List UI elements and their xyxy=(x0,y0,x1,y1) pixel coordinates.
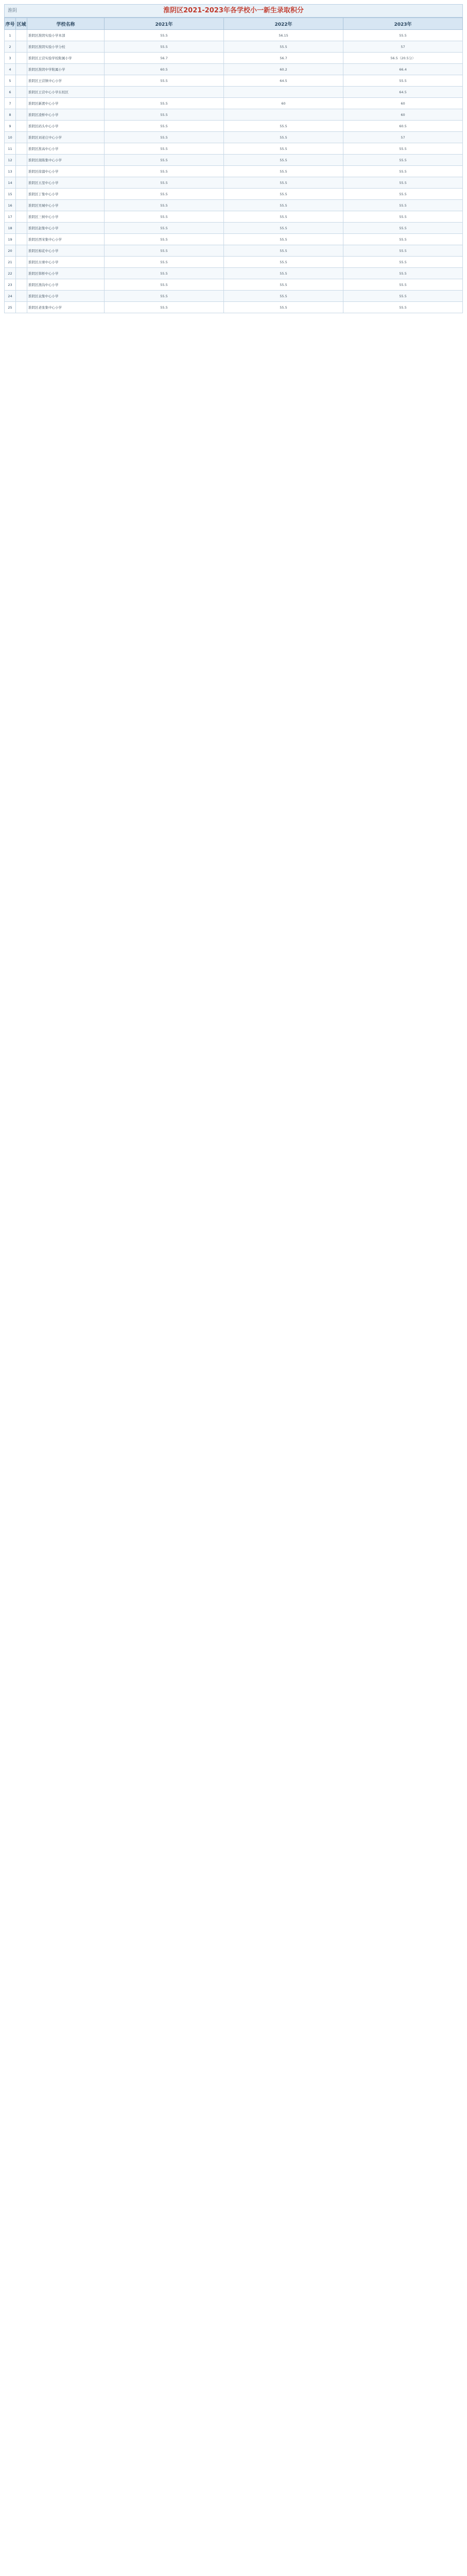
cell-area xyxy=(16,279,27,291)
cell-2023: 55.5 xyxy=(343,211,463,223)
cell-school: 淮阴区淮阴中学附属小学 xyxy=(27,64,105,75)
cell-2022: 60 xyxy=(224,98,343,109)
cell-area xyxy=(16,53,27,64)
cell-2023: 55.5 xyxy=(343,223,463,234)
cell-2021: 55.5 xyxy=(105,291,224,302)
table-row xyxy=(5,143,463,155)
cell-index: 12 xyxy=(5,155,16,166)
table-row xyxy=(5,53,463,64)
cell-school: 淮阴区徐溜中心小学 xyxy=(27,166,105,177)
cell-school: 淮阴区吴城中心小学 xyxy=(27,200,105,211)
cell-school: 淮阴区古寨中心小学 xyxy=(27,257,105,268)
cell-area xyxy=(16,268,27,279)
page-title: 淮阴区2021-2023年各学校小一新生录取积分 xyxy=(163,7,304,14)
table-row xyxy=(5,155,463,166)
cell-area xyxy=(16,189,27,200)
cell-school: 淮阴区新渡中心小学 xyxy=(27,98,105,109)
cell-2023: 55.5 xyxy=(343,30,463,41)
cell-index: 16 xyxy=(5,200,16,211)
table-row xyxy=(5,98,463,109)
table-row xyxy=(5,177,463,189)
header-area: 区域 xyxy=(16,18,27,30)
cell-index: 17 xyxy=(5,211,16,223)
header-index: 序号 xyxy=(5,18,16,30)
cell-2021: 55.5 xyxy=(105,302,224,313)
cell-area xyxy=(16,200,27,211)
cell-index: 5 xyxy=(5,75,16,87)
cell-school: 淮阴区淮高中心小学 xyxy=(27,143,105,155)
table-row xyxy=(5,121,463,132)
cell-2022: 55.5 xyxy=(224,302,343,313)
cell-2021: 55.5 xyxy=(105,132,224,143)
cell-2021: 56.7 xyxy=(105,53,224,64)
cell-area xyxy=(16,257,27,268)
cell-2021: 55.5 xyxy=(105,121,224,132)
cell-area xyxy=(16,121,27,132)
header-2021: 2021年 xyxy=(105,18,224,30)
cell-area xyxy=(16,166,27,177)
cell-area xyxy=(16,211,27,223)
cell-2022: 55.5 xyxy=(224,41,343,53)
cell-area xyxy=(16,155,27,166)
cell-2021: 60.5 xyxy=(105,64,224,75)
cell-2023: 55.5 xyxy=(343,291,463,302)
cell-school: 淮阴区韩桥中心小学 xyxy=(27,268,105,279)
cell-school: 淮阴区袁集中心小学 xyxy=(27,291,105,302)
table-row xyxy=(5,291,463,302)
cell-2022: 55.5 xyxy=(224,257,343,268)
cell-2023: 55.5 xyxy=(343,279,463,291)
cell-2022: 55.5 xyxy=(224,121,343,132)
cell-area xyxy=(16,302,27,313)
cell-school: 淮阴区渔沟中心小学 xyxy=(27,279,105,291)
cell-area xyxy=(16,132,27,143)
cell-index: 11 xyxy=(5,143,16,155)
cell-index: 19 xyxy=(5,234,16,245)
cell-2023: 55.5 xyxy=(343,200,463,211)
cell-school: 淮阴区赵集中心小学 xyxy=(27,223,105,234)
cell-school: 淮阴区码头中心小学 xyxy=(27,121,105,132)
cell-2021: 55.5 xyxy=(105,234,224,245)
table-header-row xyxy=(5,18,463,30)
cell-2023: 60 xyxy=(343,98,463,109)
cell-2022: 55.5 xyxy=(224,166,343,177)
cell-2022: 55.5 xyxy=(224,279,343,291)
cell-2023: 57 xyxy=(343,132,463,143)
cell-2023: 55.5 xyxy=(343,302,463,313)
cell-index: 6 xyxy=(5,87,16,98)
cell-2023: 55.5 xyxy=(343,234,463,245)
table-row xyxy=(5,132,463,143)
table-row xyxy=(5,302,463,313)
cell-2023: 55.5 xyxy=(343,245,463,257)
table-row xyxy=(5,30,463,41)
cell-school: 淮阴区丁集中心小学 xyxy=(27,189,105,200)
cell-school: 淮阴区西宋集中心小学 xyxy=(27,234,105,245)
cell-area xyxy=(16,64,27,75)
cell-school: 淮阴区王营实验学校附属小学 xyxy=(27,53,105,64)
cell-index: 14 xyxy=(5,177,16,189)
cell-2022: 55.5 xyxy=(224,143,343,155)
table-row xyxy=(5,64,463,75)
cell-school: 淮阴区淮阴实验小学本部 xyxy=(27,30,105,41)
cell-2022: 55.5 xyxy=(224,291,343,302)
cell-area xyxy=(16,30,27,41)
cell-2022: 55.5 xyxy=(224,189,343,200)
admission-score-table xyxy=(4,18,463,313)
cell-area xyxy=(16,177,27,189)
cell-2021: 55.5 xyxy=(105,189,224,200)
cell-2023: 55.5 xyxy=(343,177,463,189)
cell-2023: 66.4 xyxy=(343,64,463,75)
cell-2022: 55.5 xyxy=(224,155,343,166)
table-row xyxy=(5,200,463,211)
cell-school: 淮阴区刘老庄中心小学 xyxy=(27,132,105,143)
cell-2022: 55.5 xyxy=(224,200,343,211)
cell-2023: 55.5 xyxy=(343,257,463,268)
cell-index: 15 xyxy=(5,189,16,200)
table-row xyxy=(5,279,463,291)
cell-area xyxy=(16,223,27,234)
cell-2023: 55.5 xyxy=(343,75,463,87)
cell-area xyxy=(16,234,27,245)
cell-2021 xyxy=(105,87,224,98)
header-2023: 2023年 xyxy=(343,18,463,30)
cell-index: 18 xyxy=(5,223,16,234)
cell-index: 1 xyxy=(5,30,16,41)
cell-2021: 55.5 xyxy=(105,166,224,177)
cell-area xyxy=(16,41,27,53)
cell-school: 淮阴区老张集中心小学 xyxy=(27,302,105,313)
cell-2022: 56.7 xyxy=(224,53,343,64)
cell-2023: 64.5 xyxy=(343,87,463,98)
table-row xyxy=(5,268,463,279)
cell-2022 xyxy=(224,109,343,121)
cell-2021: 55.5 xyxy=(105,177,224,189)
cell-school: 淮阴区南陈集中心小学 xyxy=(27,155,105,166)
cell-index: 7 xyxy=(5,98,16,109)
cell-2021: 55.5 xyxy=(105,143,224,155)
cell-area xyxy=(16,245,27,257)
cell-2022: 60.2 xyxy=(224,64,343,75)
cell-2023: 56.5（20.5分） xyxy=(343,53,463,64)
cell-index: 8 xyxy=(5,109,16,121)
cell-school: 淮阴区三树中心小学 xyxy=(27,211,105,223)
cell-index: 13 xyxy=(5,166,16,177)
cell-index: 4 xyxy=(5,64,16,75)
cell-area xyxy=(16,291,27,302)
cell-2021: 55.5 xyxy=(105,41,224,53)
cell-2022: 55.5 xyxy=(224,245,343,257)
cell-2023: 60 xyxy=(343,109,463,121)
cell-2021: 55.5 xyxy=(105,75,224,87)
cell-2022: 56.15 xyxy=(224,30,343,41)
cell-2022: 55.5 xyxy=(224,223,343,234)
cell-2023: 57 xyxy=(343,41,463,53)
cell-index: 21 xyxy=(5,257,16,268)
cell-2023: 55.5 xyxy=(343,189,463,200)
table-row xyxy=(5,245,463,257)
cell-index: 25 xyxy=(5,302,16,313)
cell-2022: 55.5 xyxy=(224,234,343,245)
cell-2022: 55.5 xyxy=(224,211,343,223)
cell-school: 淮阴区淮阴实验小学分校 xyxy=(27,41,105,53)
table-row xyxy=(5,87,463,98)
cell-school: 淮阴区五里中心小学 xyxy=(27,177,105,189)
cell-school: 淮阴区王营镇中心小学 xyxy=(27,75,105,87)
header-2022: 2022年 xyxy=(224,18,343,30)
table-body xyxy=(5,30,463,313)
cell-2021: 55.5 xyxy=(105,268,224,279)
header-school: 学校名称 xyxy=(27,18,105,30)
title-bar xyxy=(4,4,463,18)
cell-2022 xyxy=(224,87,343,98)
cell-school: 淮阴区凌桥中心小学 xyxy=(27,109,105,121)
cell-2021: 55.5 xyxy=(105,109,224,121)
cell-2022: 55.5 xyxy=(224,268,343,279)
cell-2021: 55.5 xyxy=(105,155,224,166)
cell-2023: 55.5 xyxy=(343,268,463,279)
table-row xyxy=(5,41,463,53)
cell-index: 10 xyxy=(5,132,16,143)
cell-2022: 55.5 xyxy=(224,177,343,189)
cell-2021: 55.5 xyxy=(105,30,224,41)
table-row xyxy=(5,109,463,121)
table-row xyxy=(5,257,463,268)
table-row xyxy=(5,211,463,223)
cell-2021: 55.5 xyxy=(105,200,224,211)
cell-2023: 60.5 xyxy=(343,121,463,132)
cell-2023: 55.5 xyxy=(343,155,463,166)
cell-index: 2 xyxy=(5,41,16,53)
cell-school: 淮阴区王营中心小学东校区 xyxy=(27,87,105,98)
cell-2023: 55.5 xyxy=(343,166,463,177)
table-row xyxy=(5,234,463,245)
cell-2021: 55.5 xyxy=(105,211,224,223)
cell-2021: 55.5 xyxy=(105,245,224,257)
table-row xyxy=(5,75,463,87)
cell-index: 20 xyxy=(5,245,16,257)
cell-2022: 55.5 xyxy=(224,132,343,143)
cell-2021: 55.5 xyxy=(105,257,224,268)
cell-index: 3 xyxy=(5,53,16,64)
cell-index: 22 xyxy=(5,268,16,279)
cell-area xyxy=(16,109,27,121)
cell-index: 24 xyxy=(5,291,16,302)
table-row xyxy=(5,166,463,177)
cell-area xyxy=(16,143,27,155)
cell-index: 9 xyxy=(5,121,16,132)
cell-2021: 55.5 xyxy=(105,98,224,109)
cell-area xyxy=(16,98,27,109)
cell-index: 23 xyxy=(5,279,16,291)
cell-2023: 55.5 xyxy=(343,143,463,155)
corner-label: 淮阴 xyxy=(8,8,18,13)
cell-area xyxy=(16,75,27,87)
cell-area xyxy=(16,87,27,98)
cell-2022: 64.5 xyxy=(224,75,343,87)
cell-2021: 55.5 xyxy=(105,223,224,234)
table-row xyxy=(5,189,463,200)
table-row xyxy=(5,223,463,234)
cell-2021: 55.5 xyxy=(105,279,224,291)
cell-school: 淮阴区棉花中心小学 xyxy=(27,245,105,257)
